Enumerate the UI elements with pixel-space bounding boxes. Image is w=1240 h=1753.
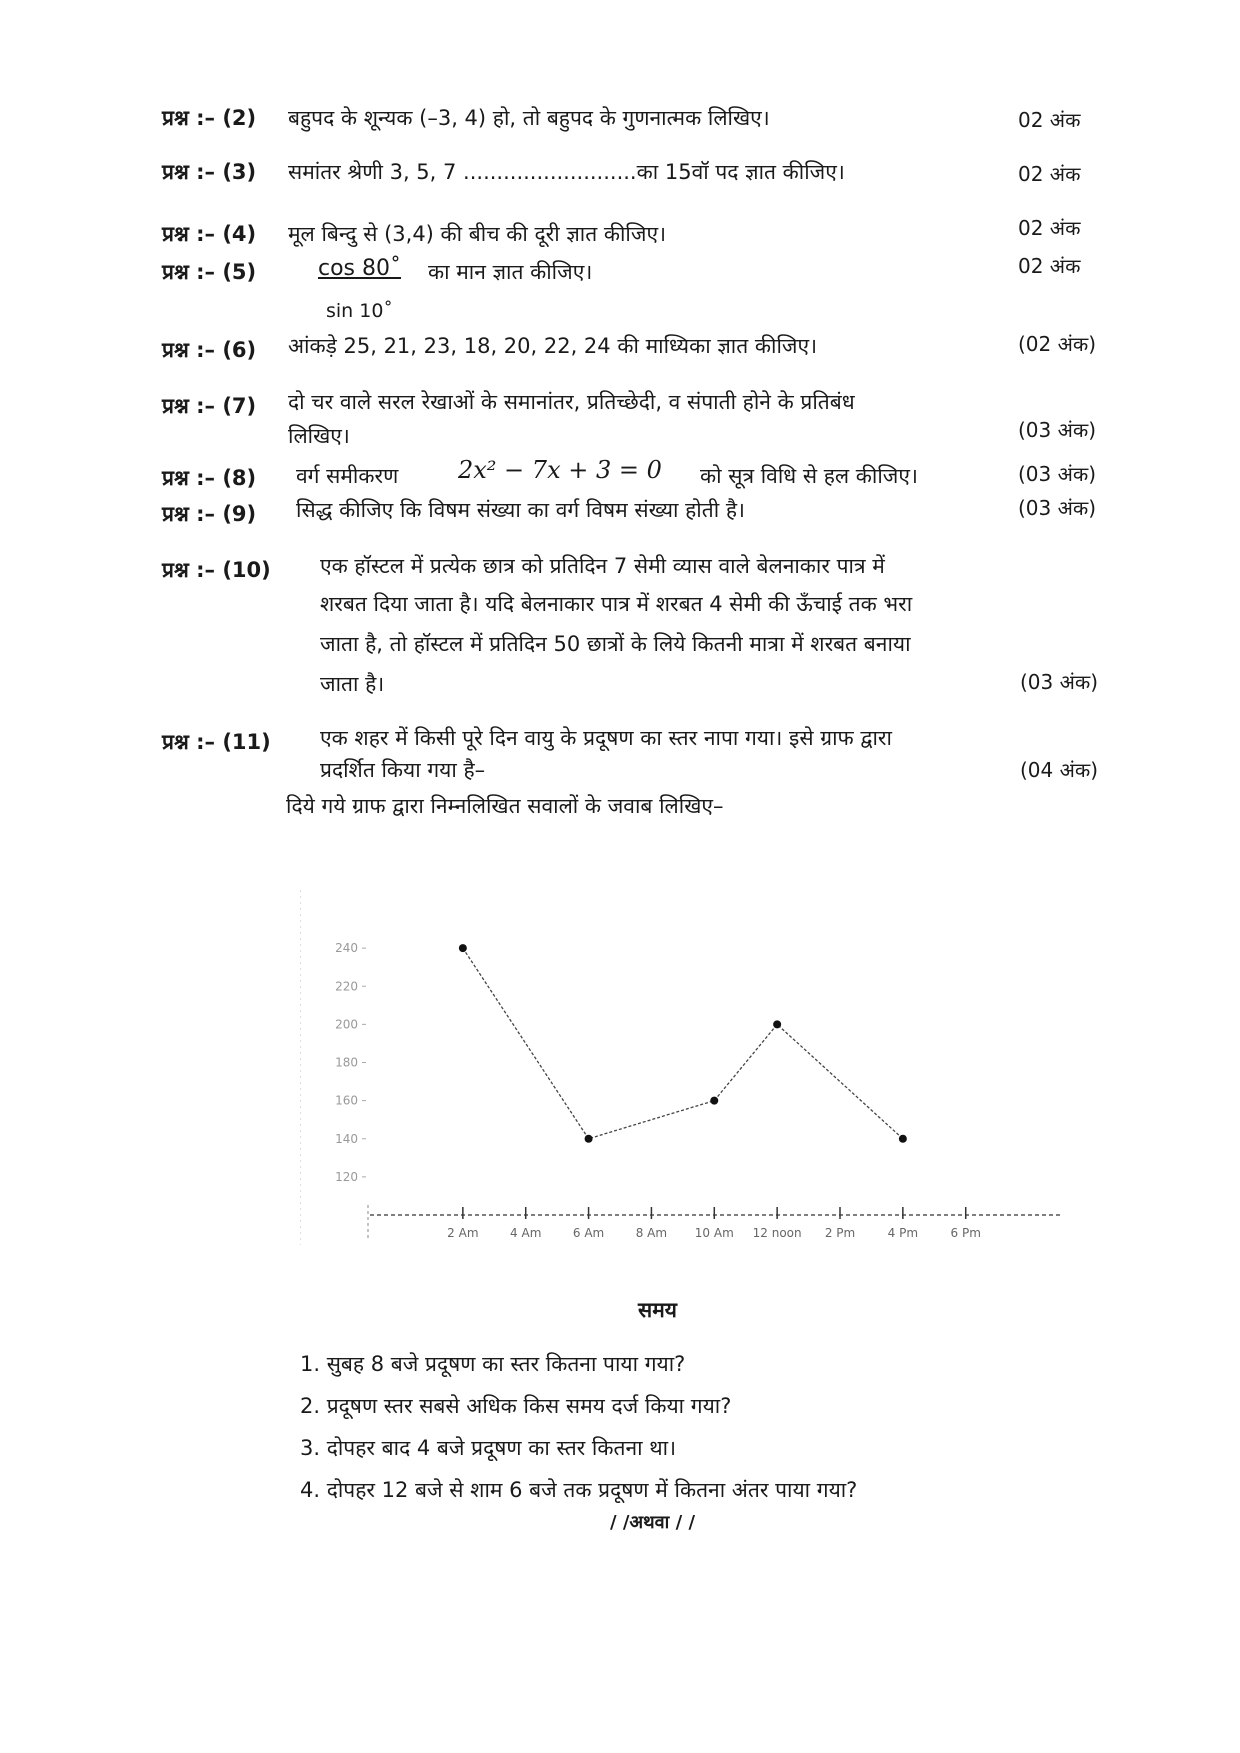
x-tick-label: 4 Pm: [887, 1226, 919, 1240]
y-tick-label: 200: [335, 1017, 358, 1032]
question-text-line: दो चर वाले सरल रेखाओं के समानांतर, प्रतिच्छेदी, व संपाती होने के प्रतिबंध: [288, 390, 855, 414]
x-tick-label: 4 Am: [510, 1226, 542, 1240]
question-label: प्रश्न :– (11): [162, 730, 271, 754]
question-marks: 02 अंक: [1018, 108, 1081, 132]
question-text-line: जाता है, तो हॉस्टल में प्रतिदिन 50 छात्रों के लिये कितनी मात्रा में शरबत बनाया: [320, 632, 911, 656]
fraction-numerator: cos 80˚: [318, 256, 402, 281]
question-marks: (03 अंक): [1018, 462, 1097, 486]
question-marks: 02 अंक: [1018, 162, 1081, 186]
question-label: प्रश्न :– (3): [162, 160, 257, 184]
question-label: प्रश्न :– (5): [162, 260, 257, 284]
question-label: प्रश्न :– (7): [162, 394, 257, 418]
y-tick-label: 160: [335, 1093, 358, 1108]
pollution-line-chart: [300, 870, 1080, 1270]
question-label: प्रश्न :– (4): [162, 222, 257, 246]
question-text: आंकड़े 25, 21, 23, 18, 20, 22, 24 की माध्यिका ज्ञात कीजिए।: [288, 334, 818, 358]
question-text-line: एक शहर में किसी पूरे दिन वायु के प्रदूषण का स्तर नापा गया। इसे ग्राफ द्वारा: [320, 726, 892, 750]
series-line: [463, 948, 903, 1139]
y-tick-label: 120: [335, 1169, 358, 1184]
question-marks: (04 अंक): [1020, 758, 1099, 782]
x-tick-label: 6 Am: [572, 1226, 605, 1240]
sub-question: 1. सुबह 8 बजे प्रदूषण का स्तर कितना पाया गया?: [300, 1352, 686, 1376]
question-label: प्रश्न :– (9): [162, 502, 257, 526]
question-text-line: जाता है।: [320, 672, 385, 696]
data-point: [899, 1135, 907, 1143]
x-tick-label: 12 noon: [752, 1226, 802, 1240]
x-tick-label: 2 Am: [447, 1226, 479, 1240]
footer-athva: / /अथवा / /: [610, 1512, 696, 1533]
question-marks: (03 अंक): [1018, 496, 1097, 520]
sub-question: 3. दोपहर बाद 4 बजे प्रदूषण का स्तर कितना था।: [300, 1436, 677, 1460]
question-text-line: शरबत दिया जाता है। यदि बेलनाकार पात्र में शरबत 4 सेमी की ऊँचाई तक भरा: [320, 592, 913, 616]
x-tick-label: 8 Am: [635, 1226, 668, 1240]
sub-question: 4. दोपहर 12 बजे से शाम 6 बजे तक प्रदूषण में कितना अंतर पाया गया?: [300, 1478, 858, 1502]
data-point: [710, 1097, 718, 1105]
question-text-line: प्रदर्शित किया गया है–: [320, 758, 486, 782]
question-label: प्रश्न :– (2): [162, 106, 257, 130]
data-point: [585, 1135, 593, 1143]
question-text: समांतर श्रेणी 3, 5, 7 ..........................का 15वॉ पद ज्ञात कीजिए।: [288, 160, 845, 184]
question-label: प्रश्न :– (8): [162, 466, 257, 490]
question-marks: (03 अंक): [1020, 670, 1099, 694]
question-label: प्रश्न :– (10): [162, 558, 271, 582]
question-text: मूल बिन्दु से (3,4) की बीच की दूरी ज्ञात कीजिए।: [288, 222, 667, 246]
x-tick-label: 2 Pm: [824, 1226, 856, 1240]
sub-question: 2. प्रदूषण स्तर सबसे अधिक किस समय दर्ज किया गया?: [300, 1394, 732, 1418]
data-point: [459, 944, 467, 952]
question-text: का मान ज्ञात कीजिए।: [428, 260, 593, 284]
x-tick-label: 6 Pm: [950, 1226, 981, 1240]
y-tick-label: 180: [335, 1055, 358, 1070]
question-marks: 02 अंक: [1018, 216, 1081, 240]
y-tick-label: 240: [335, 941, 358, 956]
question-marks: (02 अंक): [1018, 332, 1097, 356]
question-label: प्रश्न :– (6): [162, 338, 257, 362]
question-text: को सूत्र विधि से हल कीजिए।: [700, 464, 918, 488]
question-text-line: लिखिए।: [288, 424, 350, 448]
fraction-denominator: sin 10˚: [326, 300, 393, 322]
question-marks: 02 अंक: [1018, 254, 1081, 278]
question-text-line: दिये गये ग्राफ द्वारा निम्नलिखित सवालों के जवाब लिखिए–: [286, 794, 724, 818]
data-point: [773, 1020, 781, 1028]
x-tick-label: 10 Am: [694, 1226, 734, 1240]
question-text: वर्ग समीकरण: [296, 464, 399, 488]
question-text-line: एक हॉस्टल में प्रत्येक छात्र को प्रतिदिन 7 सेमी व्यास वाले बेलनाकार पात्र में: [320, 554, 885, 578]
question-text: बहुपद के शून्यक (–3, 4) हो, तो बहुपद के गुणनात्मक लिखिए।: [288, 106, 770, 130]
question-text: सिद्ध कीजिए कि विषम संख्या का वर्ग विषम संख्या होती है।: [296, 498, 745, 522]
x-axis-title: समय: [638, 1298, 677, 1322]
question-marks: (03 अंक): [1018, 418, 1097, 442]
y-tick-label: 220: [335, 979, 358, 994]
y-tick-label: 140: [335, 1131, 358, 1146]
quadratic-equation: 2x² − 7x + 3 = 0: [458, 456, 662, 484]
